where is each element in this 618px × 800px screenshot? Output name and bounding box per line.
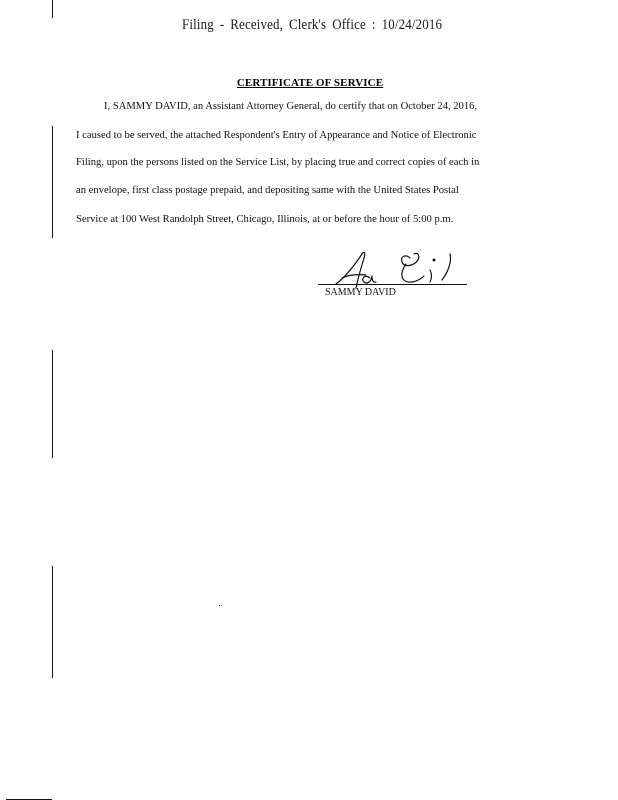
scan-speck [219, 605, 220, 606]
body-paragraph-line: I, SAMMY DAVID, an Assistant Attorney General, do certify that on October 24, 2016, [104, 101, 478, 112]
scan-margin-mark [52, 0, 53, 18]
filing-received-stamp: Filing - Received, Clerk's Office : 10/24/2016 [182, 17, 443, 33]
document-title: CERTIFICATE OF SERVICE [236, 77, 384, 89]
body-paragraph-line: an envelope, first class postage prepaid, and depositing same with the United States Postal [76, 185, 459, 196]
body-paragraph-line: I caused to be served, the attached Respondent's Entry of Appearance and Notice of Electronic [76, 130, 477, 141]
scan-margin-mark [52, 126, 53, 238]
body-paragraph-line: Filing, upon the persons listed on the Service List, by placing true and correct copies of each in [76, 157, 480, 168]
scan-margin-mark [52, 566, 53, 678]
scan-margin-mark [52, 350, 53, 458]
body-paragraph-line: Service at 100 West Randolph Street, Chicago, Illinois, at or before the hour of 5:00 p.m. [76, 214, 454, 225]
signature-line [318, 284, 467, 285]
title-container [232, 73, 388, 91]
signer-name: SAMMY DAVID [325, 287, 396, 298]
